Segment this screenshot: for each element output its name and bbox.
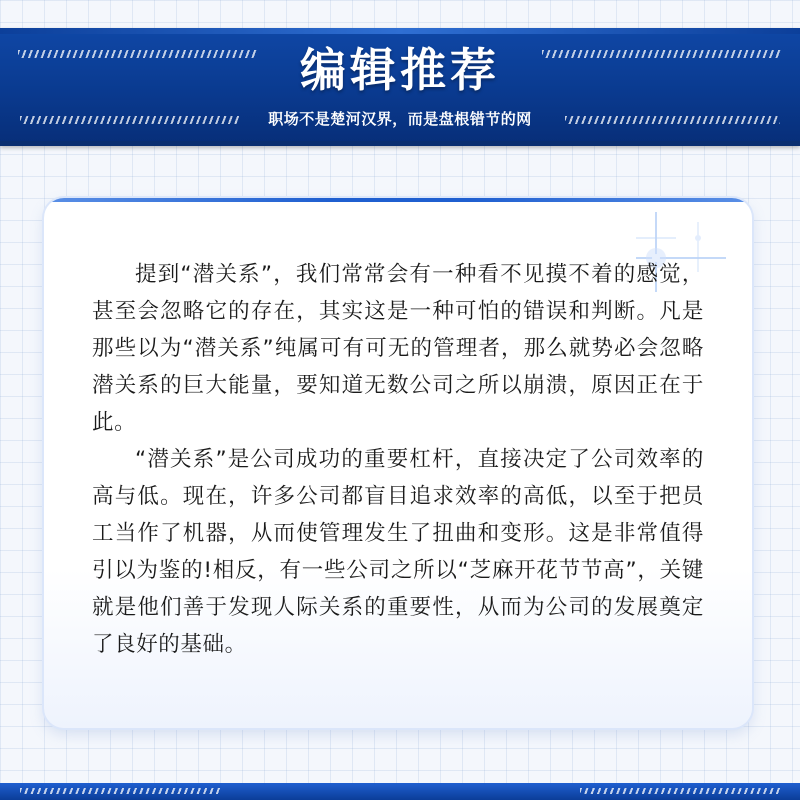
article-paragraph: 提到“潜关系”，我们常常会有一种看不见摸不着的感觉，甚至会忽略它的存在，其实这是一种可怕的错误和判断。凡是那些以为“潜关系”纯属可有可无的管理者，那么就势必会忽略潜关系的巨大能量，要知道无数公司之所以崩溃，原因正在于此。 — [92, 262, 704, 435]
decorative-hatch-footer-left — [20, 788, 220, 794]
article-body — [92, 256, 704, 663]
article-paragraph: “潜关系”是公司成功的重要杠杆，直接决定了公司效率的高与低。现在，许多公司都盲目追求效率的高低，以至于把员工当作了机器，从而使管理发生了扭曲和变形。这是非常值得引以为鉴的!相反，有一些公司之所以“芝麻开花节节高”，关键就是他们善于发现人际关系的重要性，从而为公司的发展奠定了良好的基础。 — [92, 447, 704, 657]
banner-title: 编辑推荐 — [300, 43, 500, 97]
decorative-hatch-footer-right — [580, 788, 780, 794]
banner-bottom-band — [0, 141, 800, 146]
content-card — [44, 198, 752, 728]
banner-subtitle: 职场不是楚河汉界，而是盘根错节的网 — [268, 110, 532, 128]
card-top-edge — [44, 198, 752, 202]
footer-strip — [0, 783, 800, 800]
banner-top-band — [0, 28, 800, 34]
header-banner — [0, 28, 800, 146]
